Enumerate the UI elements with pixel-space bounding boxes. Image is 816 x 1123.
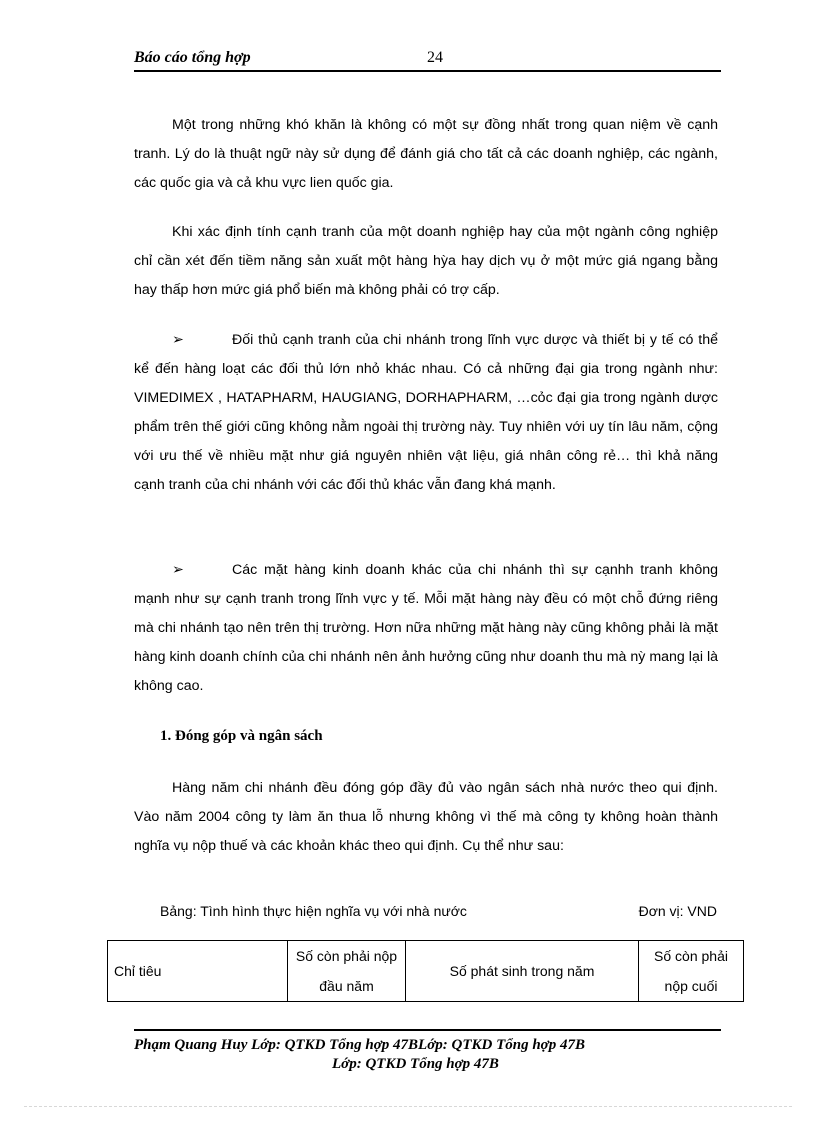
column-header-arising: Số phát sinh trong năm (406, 941, 639, 1002)
bullet-competitors-text: Đối thủ cạnh tranh của chi nhánh trong lĩnh vực dược và thiết bị y tế có thể kể đến hàng loạt các đối thủ lớn nhỏ khác nhau. Có cả những đại gia trong ngành như: VIMEDIMEX , HATAPHARM, HAUGIANG, DORHAPHARM, …cỏc đại gia trong ngành dược phẩm trên thế giới cũng không nằm ngoài thị trường này. Tuy nhiên với uy tín lâu năm, cộng với ưu thế về nhiều mặt như giá nguyên nhiên vật liệu, giá nhân công rẻ… thì khả năng cạnh tranh của chi nhánh với các đối thủ khác vẫn đang khá mạnh. (134, 332, 718, 493)
bullet-arrow-icon: ➢ (172, 332, 184, 348)
header-title: Báo cáo tổng hợp (134, 49, 251, 66)
footer-class-line: Lớp: QTKD Tổng hợp 47B (332, 1056, 499, 1072)
bullet-competitors (134, 326, 718, 500)
page-bottom-edge (24, 1106, 792, 1107)
footer-author-line: Phạm Quang Huy Lớp: QTKD Tổng hợp 47BLớp: QTKD Tổng hợp 47B (134, 1037, 585, 1053)
table-caption (160, 903, 717, 919)
bullet-arrow-icon: ➢ (172, 562, 184, 578)
column-header-indicator: Chỉ tiêu (108, 941, 288, 1002)
paragraph-budget-contribution: Hàng năm chi nhánh đều đóng góp đầy đủ vào ngân sách nhà nước theo qui định. Vào năm 2004 công ty làm ăn thua lỗ nhưng không vì thế mà công ty không hoàn thành nghĩa vụ nộp thuế và các khoản khác theo qui định. Cụ thể như sau: (134, 780, 718, 854)
obligations-table (107, 940, 744, 1002)
section-heading: 1. Đóng góp và ngân sách (160, 728, 323, 744)
page-number: 24 (427, 49, 443, 66)
table-unit: Đơn vị: VND (638, 903, 717, 919)
table-header-row (108, 941, 744, 1002)
page-header (134, 48, 721, 72)
bullet-other-goods (134, 556, 718, 701)
paragraph-competitiveness-definition: Khi xác định tính cạnh tranh của một doanh nghiệp hay của một ngành công nghiệp chỉ cần xét đến tiềm năng sản xuất một hàng hỳa hay dịch vụ ở một mức giá ngang bằng hay thấp hơn mức giá phổ biến mà không phải có trợ cấp. (134, 224, 718, 298)
table-caption-title: Bảng: Tình hình thực hiện nghĩa vụ với nhà nước (160, 903, 467, 919)
column-header-closing-balance: Số còn phải nộp cuối (639, 941, 744, 1002)
column-header-opening-balance: Số còn phải nộp đầu năm (288, 941, 406, 1002)
bullet-other-goods-text: Các mặt hàng kinh doanh khác của chi nhánh thì sự cạnhh tranh không mạnh như sự cạnh tranh trong lĩnh vực y tế. Mỗi mặt hàng này đều có một chỗ đứng riêng mà chi nhánh tạo nên trên thị trường. Hơn nữa những mặt hàng này cũng không phải là mặt hàng kinh doanh chính của chi nhánh nên ảnh hưởng cũng như doanh thu mà nỳ mang lại là không cao. (134, 562, 718, 694)
paragraph-competition-concept: Một trong những khó khăn là không có một sự đồng nhất trong quan niệm về cạnh tranh. Lý do là thuật ngữ này sử dụng để đánh giá cho tất cả các doanh nghiệp, các ngành, các quốc gia và cả khu vực lien quốc gia. (134, 117, 718, 191)
footer-divider (134, 1029, 721, 1031)
